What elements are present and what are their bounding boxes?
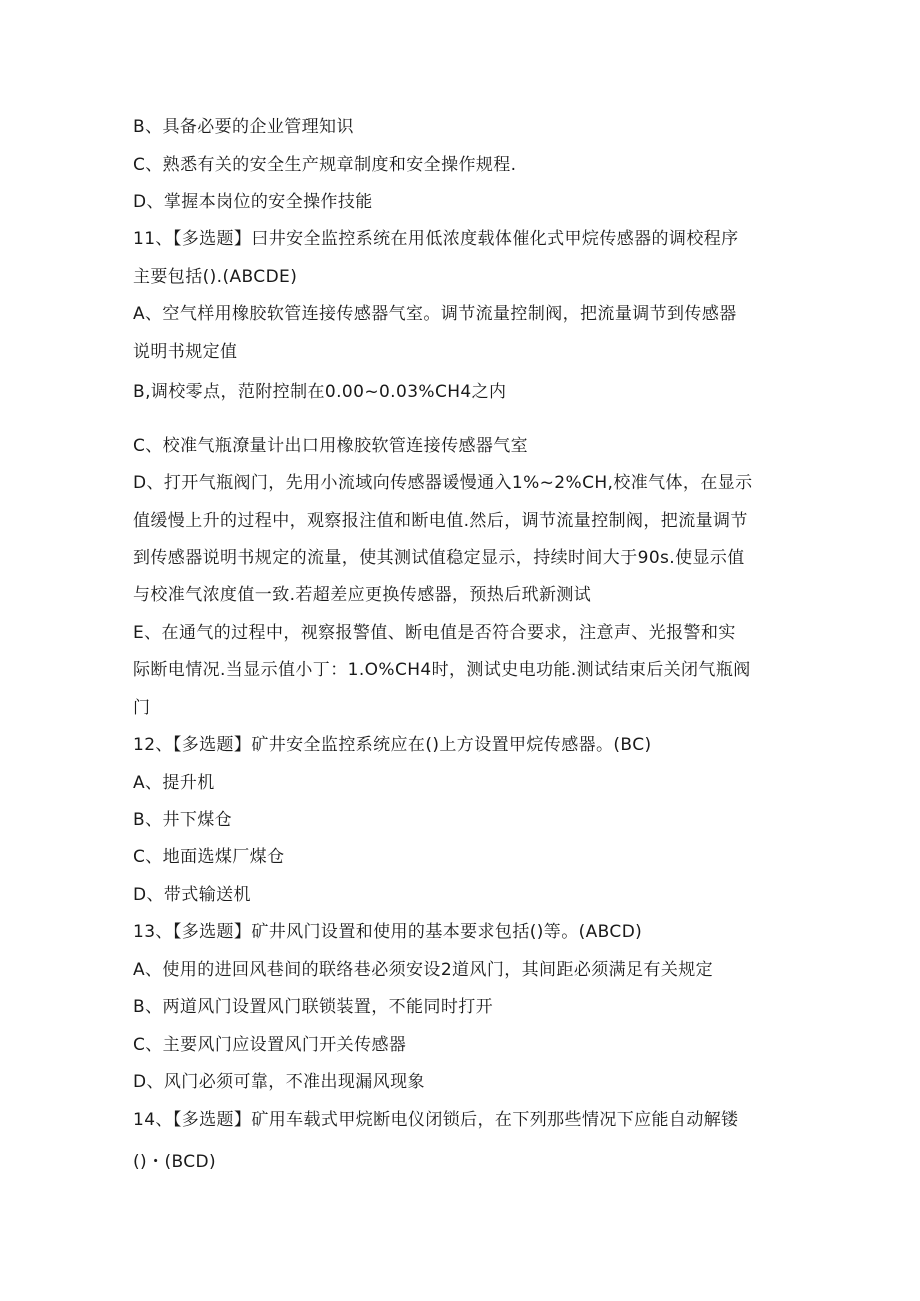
option-e-q11-line-2: 际断电情况.当显示值小丁：1.O%CH4时，测试史电功能.测试结束后关闭气瓶阀 (133, 660, 751, 680)
option-e-q11-line-3: 门 (133, 698, 151, 718)
question-12: 12、【多选题】矿井安全监控系统应在()上方设置甲烷传感器。(BC) (133, 735, 652, 755)
option-b-q10: B、具备必要的企业管理知识 (133, 117, 354, 137)
option-d-q10: D、掌握本岗位的安全操作技能 (133, 192, 373, 212)
question-11-line-1: 11、【多选题】曰井安全监控系统在用低浓度载体催化式甲烷传感器的调校程序 (133, 229, 739, 249)
option-b-q13: B、两道风门设置风门联锁装置，不能同时打开 (133, 997, 494, 1017)
option-d-q12: D、带式输送机 (133, 885, 251, 905)
question-14-line-2: ()・(BCD) (133, 1152, 217, 1172)
option-c-q11: C、校准气瓶潦量计出口用橡胶软管连接传感器气室 (133, 436, 529, 456)
option-c-q10: C、熟悉有关的安全生产规章制度和安全操作规程. (133, 155, 517, 175)
option-c-q13: C、主要风门应设置风门开关传感器 (133, 1035, 407, 1055)
option-a-q13: A、使用的进回风巷间的联络巷必须安设2道风门，其间距必须满足有关规定 (133, 960, 714, 980)
option-e-q11-line-1: E、在通气的过程中，视察报警值、断电值是否符合要求，注意声、光报警和实 (133, 623, 736, 643)
option-d-q11-line-1: D、打开气瓶阀门，先用小流域向传感器谖慢通入1%~2%CH,校准气体，在显示 (133, 473, 753, 493)
option-d-q11-line-2: 值缓慢上升的过程中，观察报注值和断电值.然后，调节流量控制阀，把流量调节 (133, 511, 748, 531)
option-a-q11-line-2: 说明书规定值 (133, 342, 238, 362)
option-b-q11: B,调校零点，范附控制在0.00~0.03%CH4之内 (133, 382, 507, 402)
option-d-q13: D、风门必须可靠，不准出现漏风现象 (133, 1072, 425, 1092)
option-d-q11-line-4: 与校准气浓度值一致.若超差应更换传感器，预热后玳新测试 (133, 585, 592, 605)
option-d-q11-line-3: 到传感器说明书规定的流量，使其测试值稳定显示，持续时间大于90s.使显示值 (133, 548, 745, 568)
option-b-q12: B、井下煤仓 (133, 810, 233, 830)
option-a-q12: A、提升机 (133, 773, 215, 793)
option-c-q12: C、地面选煤厂煤仓 (133, 847, 285, 867)
question-11-line-2: 主要包括().(ABCDE) (133, 267, 298, 287)
question-14-line-1: 14、【多选题】矿用车载式甲烷断电仪闭锁后，在下列那些情况下应能自动解镂 (133, 1110, 739, 1130)
question-13: 13、【多选题】矿井风门设置和使用的基本要求包括()等。(ABCD) (133, 922, 643, 942)
option-a-q11-line-1: A、空气样用橡胶软管连接传感器气室。调节流量控制阀，把流量调节到传感器 (133, 304, 737, 324)
